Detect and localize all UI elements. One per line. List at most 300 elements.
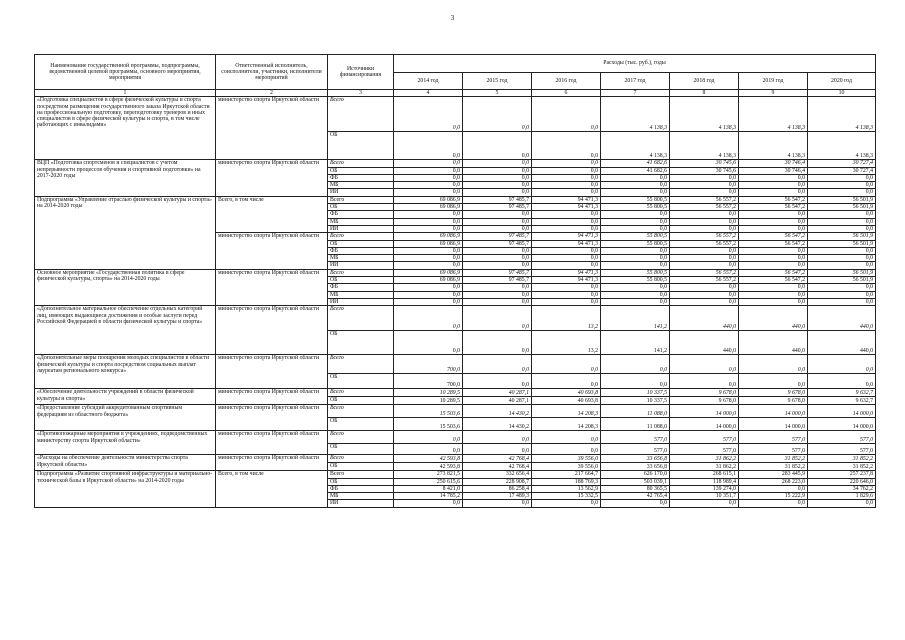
funding-source: ОБ: [328, 418, 394, 431]
amount-cell: 139 274,0: [670, 485, 739, 492]
amount-cell: 0,0: [808, 247, 876, 254]
funding-source: ФБ: [328, 174, 394, 181]
amount-cell: 94 471,3: [532, 204, 601, 211]
amount-cell: 56 557,2: [670, 269, 739, 276]
amount-cell: 0,0: [739, 298, 808, 305]
amount-cell: 34 762,2: [808, 485, 876, 492]
amount-cell: 577,0: [601, 444, 670, 455]
amount-cell: 440,0: [670, 306, 739, 331]
amount-cell: 0,0: [670, 225, 739, 232]
amount-cell: 4 138,3: [601, 97, 670, 132]
amount-cell: 14 430,2: [463, 405, 532, 418]
amount-cell: 0,0: [463, 174, 532, 181]
table-row: [35, 306, 876, 331]
amount-cell: 0,0: [532, 97, 601, 132]
executor: Всего, в том числе: [216, 196, 328, 232]
amount-cell: 10 351,7: [670, 493, 739, 500]
table-row: [35, 196, 876, 203]
amount-cell: 0,0: [532, 225, 601, 232]
amount-cell: 0,0: [670, 298, 739, 305]
amount-cell: 0,0: [532, 182, 601, 189]
funding-source: Всего: [328, 160, 394, 167]
amount-cell: 0,0: [463, 291, 532, 298]
funding-source: Всего: [328, 355, 394, 374]
amount-cell: 69 086,9: [394, 240, 463, 247]
executor: министерство спорта Иркутской области: [216, 306, 328, 355]
funding-source: ОБ: [328, 331, 394, 355]
amount-cell: 0,0: [394, 132, 463, 160]
amount-cell: 0,0: [463, 355, 532, 374]
amount-cell: 55 800,5: [601, 233, 670, 240]
amount-cell: 0,0: [394, 218, 463, 225]
amount-cell: 0,0: [808, 291, 876, 298]
amount-cell: 11 088,0: [601, 418, 670, 431]
amount-cell: 30 745,6: [670, 167, 739, 174]
amount-cell: 14 000,0: [808, 418, 876, 431]
amount-cell: 56 557,2: [670, 204, 739, 211]
amount-cell: 11 088,0: [601, 405, 670, 418]
amount-cell: 0,0: [601, 218, 670, 225]
amount-cell: 56 501,9: [808, 269, 876, 276]
amount-cell: 56 547,2: [739, 269, 808, 276]
amount-cell: 268 615,1: [670, 471, 739, 478]
amount-cell: 577,0: [670, 431, 739, 444]
amount-cell: 9 678,0: [739, 397, 808, 405]
amount-cell: 626 170,0: [601, 471, 670, 478]
amount-cell: 94 471,3: [532, 269, 601, 276]
column-number: 9: [739, 90, 808, 97]
amount-cell: 0,0: [463, 189, 532, 196]
funding-source: МБ: [328, 493, 394, 500]
amount-cell: 33 656,8: [601, 455, 670, 463]
budget-table: [34, 54, 876, 508]
amount-cell: 0,0: [670, 291, 739, 298]
amount-cell: 40 287,1: [463, 397, 532, 405]
executor: министерство спорта Иркутской области: [216, 355, 328, 389]
amount-cell: 56 501,9: [808, 204, 876, 211]
amount-cell: 33 656,8: [601, 463, 670, 471]
column-number: 7: [601, 90, 670, 97]
amount-cell: 56 557,2: [670, 277, 739, 284]
column-number: 6: [532, 90, 601, 97]
amount-cell: 0,0: [670, 500, 739, 507]
amount-cell: 56 557,2: [670, 196, 739, 203]
amount-cell: 0,0: [670, 174, 739, 181]
amount-cell: 86 258,4: [463, 485, 532, 492]
amount-cell: 0,0: [601, 291, 670, 298]
executor: министерство спорта Иркутской области: [216, 97, 328, 160]
amount-cell: 0,0: [739, 374, 808, 389]
amount-cell: 55 800,5: [601, 277, 670, 284]
amount-cell: 0,0: [739, 255, 808, 262]
amount-cell: 69 086,9: [394, 269, 463, 276]
amount-cell: 0,0: [463, 97, 532, 132]
funding-source: ОБ: [328, 204, 394, 211]
amount-cell: 0,0: [463, 211, 532, 218]
funding-source: ОБ: [328, 167, 394, 174]
measure-name: ВЦП «Подготовка спортсменов и специалистов с учетом непрерывности процессов обучения и спортивной подготовки» на 2017-2020 годы: [35, 160, 216, 196]
amount-cell: 4 138,3: [601, 132, 670, 160]
amount-cell: 0,0: [739, 284, 808, 291]
amount-cell: 42 593,8: [394, 455, 463, 463]
amount-cell: 9 632,7: [808, 397, 876, 405]
amount-cell: 141,2: [601, 306, 670, 331]
amount-cell: 257 237,8: [808, 471, 876, 478]
amount-cell: 0,0: [601, 355, 670, 374]
amount-cell: 0,0: [532, 291, 601, 298]
amount-cell: 0,0: [532, 211, 601, 218]
amount-cell: 56 501,9: [808, 233, 876, 240]
amount-cell: 0,0: [532, 374, 601, 389]
funding-source: ИИ: [328, 262, 394, 269]
amount-cell: 0,0: [463, 160, 532, 167]
amount-cell: 97 485,7: [463, 196, 532, 203]
amount-cell: 13 562,9: [532, 485, 601, 492]
amount-cell: 577,0: [670, 444, 739, 455]
header-year: 2018 год: [670, 72, 739, 90]
amount-cell: 31 852,2: [739, 463, 808, 471]
column-number: 8: [670, 90, 739, 97]
amount-cell: 0,0: [463, 225, 532, 232]
amount-cell: 69 086,9: [394, 233, 463, 240]
amount-cell: 40 693,8: [532, 389, 601, 397]
amount-cell: 4 138,3: [739, 97, 808, 132]
header-source: Источники финансирования: [328, 55, 394, 90]
amount-cell: 0,0: [808, 374, 876, 389]
column-number: 5: [463, 90, 532, 97]
amount-cell: 94 471,3: [532, 196, 601, 203]
amount-cell: 14 208,3: [532, 418, 601, 431]
amount-cell: 0,0: [808, 355, 876, 374]
amount-cell: 332 656,4: [463, 471, 532, 478]
amount-cell: 4 138,3: [739, 132, 808, 160]
amount-cell: 14 785,2: [394, 493, 463, 500]
funding-source: ФБ: [328, 247, 394, 254]
amount-cell: 0,0: [739, 211, 808, 218]
amount-cell: 0,0: [463, 500, 532, 507]
amount-cell: 0,0: [394, 284, 463, 291]
amount-cell: 31 852,2: [808, 463, 876, 471]
amount-cell: 0,0: [670, 182, 739, 189]
amount-cell: 577,0: [808, 444, 876, 455]
amount-cell: 42 765,4: [601, 493, 670, 500]
measure-name: Основное мероприятие «Государственная политика в сфере физической культуры, спорта» на 2014-2020 годы: [35, 269, 216, 305]
funding-source: ОБ: [328, 397, 394, 405]
header-year: 2019 год: [739, 72, 808, 90]
funding-source: ОБ: [328, 463, 394, 471]
table-row: [35, 355, 876, 374]
funding-source: ОБ: [328, 374, 394, 389]
amount-cell: 15 503,6: [394, 418, 463, 431]
amount-cell: 0,0: [808, 284, 876, 291]
amount-cell: 141,2: [601, 331, 670, 355]
funding-source: Всего: [328, 269, 394, 276]
amount-cell: 42 593,8: [394, 463, 463, 471]
table-row: [35, 97, 876, 132]
amount-cell: 10 337,5: [601, 389, 670, 397]
amount-cell: 0,0: [670, 374, 739, 389]
amount-cell: 0,0: [808, 298, 876, 305]
amount-cell: 30 746,4: [739, 167, 808, 174]
funding-source: ОБ: [328, 444, 394, 455]
amount-cell: 0,0: [670, 284, 739, 291]
amount-cell: 0,0: [394, 431, 463, 444]
amount-cell: 0,0: [808, 500, 876, 507]
amount-cell: 577,0: [808, 431, 876, 444]
amount-cell: 0,0: [532, 247, 601, 254]
amount-cell: 0,0: [739, 485, 808, 492]
table-row: [35, 160, 876, 167]
amount-cell: 55 800,5: [601, 240, 670, 247]
amount-cell: 0,0: [739, 189, 808, 196]
amount-cell: 577,0: [601, 431, 670, 444]
amount-cell: 0,0: [532, 218, 601, 225]
amount-cell: 0,0: [394, 291, 463, 298]
executor: Всего, в том числе: [216, 471, 328, 507]
amount-cell: 80 365,5: [601, 485, 670, 492]
table-row: [35, 269, 876, 276]
amount-cell: 69 086,9: [394, 196, 463, 203]
amount-cell: 0,0: [394, 225, 463, 232]
amount-cell: 40 693,8: [532, 397, 601, 405]
funding-source: ИИ: [328, 298, 394, 305]
amount-cell: 40 287,1: [463, 389, 532, 397]
amount-cell: 273 821,5: [394, 471, 463, 478]
measure-name: «Противопожарные мероприятия в учреждениях, подведомственных министерству спорта Иркутской области»: [35, 431, 216, 455]
amount-cell: 30 727,4: [808, 167, 876, 174]
funding-source: ФБ: [328, 485, 394, 492]
funding-source: МБ: [328, 291, 394, 298]
amount-cell: 0,0: [532, 355, 601, 374]
funding-source: Всего: [328, 471, 394, 478]
amount-cell: 283 445,9: [739, 471, 808, 478]
amount-cell: 0,0: [394, 160, 463, 167]
funding-source: Всего: [328, 306, 394, 331]
amount-cell: 55 800,5: [601, 204, 670, 211]
column-number: 2: [216, 90, 328, 97]
column-number: 3: [328, 90, 394, 97]
funding-source: МБ: [328, 218, 394, 225]
amount-cell: 56 557,2: [670, 233, 739, 240]
amount-cell: 0,0: [463, 444, 532, 455]
amount-cell: 30 745,6: [670, 160, 739, 167]
amount-cell: 0,0: [463, 262, 532, 269]
amount-cell: 0,0: [394, 189, 463, 196]
amount-cell: 0,0: [601, 182, 670, 189]
amount-cell: 42 768,4: [463, 455, 532, 463]
header-executor: Ответственный исполнитель, соисполнители, участники, исполнители мероприятий: [216, 55, 328, 90]
amount-cell: 15 222,9: [739, 493, 808, 500]
executor: министерство спорта Иркутской области: [216, 233, 328, 269]
amount-cell: 0,0: [601, 174, 670, 181]
funding-source: ОБ: [328, 240, 394, 247]
measure-name: «Обеспечение деятельности учреждений в области физической культуры и спорта»: [35, 389, 216, 405]
amount-cell: 0,0: [808, 255, 876, 262]
amount-cell: 9 678,0: [739, 389, 808, 397]
executor: министерство спорта Иркутской области: [216, 160, 328, 196]
amount-cell: 94 471,3: [532, 233, 601, 240]
column-number: 1: [35, 90, 216, 97]
amount-cell: 188 769,3: [532, 478, 601, 485]
amount-cell: 0,0: [463, 167, 532, 174]
amount-cell: 0,0: [394, 211, 463, 218]
amount-cell: 0,0: [463, 255, 532, 262]
amount-cell: 0,0: [739, 291, 808, 298]
amount-cell: 56 547,2: [739, 233, 808, 240]
amount-cell: 577,0: [739, 444, 808, 455]
amount-cell: 42 768,4: [463, 463, 532, 471]
funding-source: МБ: [328, 255, 394, 262]
amount-cell: 228 908,7: [463, 478, 532, 485]
executor: министерство спорта Иркутской области: [216, 269, 328, 305]
measure-name: Подпрограмма «Развитие спортивной инфраструктуры и материально-технической базы в Иркутской области» на 2014-2020 годы: [35, 471, 216, 507]
amount-cell: 0,0: [463, 132, 532, 160]
amount-cell: 0,0: [463, 331, 532, 355]
amount-cell: 0,0: [463, 218, 532, 225]
amount-cell: 9 632,7: [808, 389, 876, 397]
amount-cell: 0,0: [670, 262, 739, 269]
amount-cell: 13,2: [532, 331, 601, 355]
amount-cell: 0,0: [394, 500, 463, 507]
amount-cell: 0,0: [739, 500, 808, 507]
amount-cell: 56 501,9: [808, 240, 876, 247]
amount-cell: 31 862,2: [670, 455, 739, 463]
amount-cell: 10 289,5: [394, 389, 463, 397]
executor: министерство спорта Иркутской области: [216, 431, 328, 455]
amount-cell: 118 989,4: [670, 478, 739, 485]
amount-cell: 0,0: [463, 306, 532, 331]
amount-cell: 0,0: [463, 284, 532, 291]
amount-cell: 31 852,2: [808, 455, 876, 463]
measure-name: «Дополнительное материальное обеспечение отдельных категорий лиц, имеющих выдающиеся достижения и особые заслуги перед Российской Федерацией в области физической культуры и спорта»: [35, 306, 216, 355]
amount-cell: 0,0: [601, 298, 670, 305]
amount-cell: 14 000,0: [670, 405, 739, 418]
executor: министерство спорта Иркутской области: [216, 405, 328, 431]
header-year: 2020 год: [808, 72, 876, 90]
page-number: 3: [450, 14, 455, 22]
amount-cell: 14 000,0: [808, 405, 876, 418]
amount-cell: 39 556,0: [532, 455, 601, 463]
amount-cell: 440,0: [670, 331, 739, 355]
header-year: 2017 год: [601, 72, 670, 90]
funding-source: Всего: [328, 405, 394, 418]
header-year: 2016 год: [532, 72, 601, 90]
amount-cell: 0,0: [532, 431, 601, 444]
amount-cell: 41 682,6: [601, 160, 670, 167]
amount-cell: 0,0: [670, 255, 739, 262]
amount-cell: 0,0: [601, 284, 670, 291]
amount-cell: 97 485,7: [463, 233, 532, 240]
amount-cell: 0,0: [463, 374, 532, 389]
column-number: 4: [394, 90, 463, 97]
funding-source: ИИ: [328, 225, 394, 232]
amount-cell: 0,0: [739, 182, 808, 189]
amount-cell: 30 746,4: [739, 160, 808, 167]
funding-source: ИИ: [328, 500, 394, 507]
amount-cell: 440,0: [739, 331, 808, 355]
amount-cell: 0,0: [532, 262, 601, 269]
amount-cell: 0,0: [808, 189, 876, 196]
amount-cell: 97 485,7: [463, 240, 532, 247]
amount-cell: 56 501,9: [808, 277, 876, 284]
amount-cell: 0,0: [808, 182, 876, 189]
amount-cell: 0,0: [532, 298, 601, 305]
header-year: 2015 год: [463, 72, 532, 90]
amount-cell: 0,0: [394, 255, 463, 262]
amount-cell: 0,0: [601, 247, 670, 254]
amount-cell: 15 332,5: [532, 493, 601, 500]
amount-cell: 0,0: [394, 247, 463, 254]
amount-cell: 31 862,2: [670, 463, 739, 471]
amount-cell: 0,0: [532, 167, 601, 174]
amount-cell: 0,0: [601, 211, 670, 218]
measure-name: «Подготовка специалистов в сфере физической культуры и спорта посредством размещения государственного заказа Иркутской области на профессиональную подготовку, переподготовку тренеров и иных специалистов в сфере физической культуры и спорта, в том числе работающих с инвалидами»: [35, 97, 216, 160]
amount-cell: 4 138,3: [670, 132, 739, 160]
amount-cell: 0,0: [670, 211, 739, 218]
amount-cell: 440,0: [808, 306, 876, 331]
amount-cell: 0,0: [670, 189, 739, 196]
amount-cell: 217 664,7: [532, 471, 601, 478]
funding-source: Всего: [328, 233, 394, 240]
column-number: 10: [808, 90, 876, 97]
amount-cell: 15 503,6: [394, 405, 463, 418]
amount-cell: 10 289,5: [394, 397, 463, 405]
executor: министерство спорта Иркутской области: [216, 389, 328, 405]
amount-cell: 4 138,3: [808, 97, 876, 132]
amount-cell: 69 086,9: [394, 204, 463, 211]
amount-cell: 0,0: [601, 189, 670, 196]
amount-cell: 14 208,3: [532, 405, 601, 418]
amount-cell: 10 337,5: [601, 397, 670, 405]
amount-cell: 0,0: [532, 255, 601, 262]
amount-cell: 94 471,3: [532, 277, 601, 284]
measure-name: «Предоставление субсидий аккредитованным спортивным федерациям из областного бюджета»: [35, 405, 216, 431]
executor: министерство спорта Иркутской области: [216, 455, 328, 471]
funding-source: Всего: [328, 455, 394, 463]
table-row: [35, 431, 876, 444]
amount-cell: 0,0: [808, 211, 876, 218]
amount-cell: 0,0: [463, 247, 532, 254]
amount-cell: 56 547,2: [739, 204, 808, 211]
amount-cell: 14 000,0: [670, 418, 739, 431]
amount-cell: 0,0: [808, 218, 876, 225]
measure-name: «Расходы на обеспечение деятельности министерства спорта Иркутской области»: [35, 455, 216, 471]
amount-cell: 0,0: [601, 374, 670, 389]
amount-cell: 0,0: [808, 174, 876, 181]
amount-cell: 1 829,6: [808, 493, 876, 500]
header-name: Наименование государственной программы, подпрограммы, ведомственной целевой программы, основного мероприятия, мероприятия: [35, 55, 216, 90]
amount-cell: 0,0: [739, 247, 808, 254]
amount-cell: 31 852,2: [739, 455, 808, 463]
amount-cell: 0,0: [532, 189, 601, 196]
amount-cell: 56 547,2: [739, 277, 808, 284]
amount-cell: 39 556,0: [532, 463, 601, 471]
amount-cell: 17 489,3: [463, 493, 532, 500]
amount-cell: 0,0: [394, 97, 463, 132]
amount-cell: 97 485,7: [463, 269, 532, 276]
funding-source: ФБ: [328, 211, 394, 218]
funding-source: Всего: [328, 97, 394, 132]
amount-cell: 56 557,2: [670, 240, 739, 247]
amount-cell: 55 800,5: [601, 196, 670, 203]
amount-cell: 0,0: [670, 247, 739, 254]
amount-cell: 0,0: [532, 132, 601, 160]
amount-cell: 0,0: [394, 182, 463, 189]
amount-cell: 700,0: [394, 374, 463, 389]
funding-source: Всего: [328, 196, 394, 203]
funding-source: Всего: [328, 389, 394, 397]
amount-cell: 97 485,7: [463, 204, 532, 211]
